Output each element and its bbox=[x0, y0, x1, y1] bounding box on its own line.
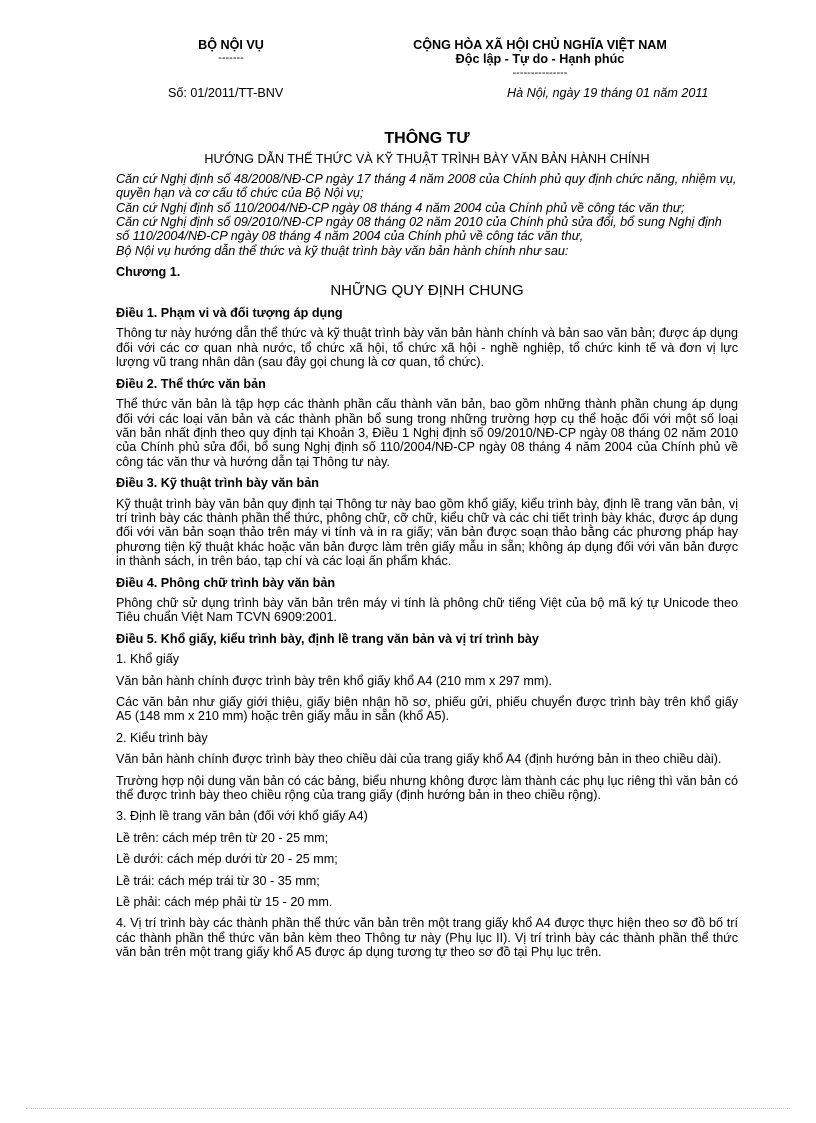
article-1 bbox=[116, 306, 738, 370]
ministry-dashes: ------- bbox=[218, 52, 244, 65]
article-paragraph: Các văn bản như giấy giới thiệu, giấy biên nhận hồ sơ, phiếu gửi, phiếu chuyển được trình bày trên khổ giấy A5 (148 mm x 210 mm) hoặc trên giấy mẫu in sẵn (khổ A5). bbox=[116, 695, 738, 724]
article-4 bbox=[116, 576, 738, 625]
legal-basis-item: Căn cứ Nghị định số 48/2008/NĐ-CP ngày 17 tháng 4 năm 2008 của Chính phủ quy định chức năng, nhiệm vụ, quyền hạn và cơ cấu tổ chức của Bộ Nội vụ; bbox=[116, 171, 737, 201]
legal-basis bbox=[116, 172, 738, 258]
margin-item: Lề dưới: cách mép dưới từ 20 - 25 mm; bbox=[116, 852, 338, 867]
document-date: Hà Nội, ngày 19 tháng 01 năm 2011 bbox=[507, 86, 709, 100]
document-title: THÔNG TƯ bbox=[384, 130, 470, 147]
article-5 bbox=[116, 632, 738, 960]
article-heading: Điều 3. Kỹ thuật trình bày văn bản bbox=[116, 476, 319, 491]
subsection-heading: 3. Định lề trang văn bản (đối với khổ giấy A4) bbox=[116, 809, 368, 824]
subsection-heading: 2. Kiểu trình bày bbox=[116, 730, 208, 745]
ministry-name: BỘ NỘI VỤ bbox=[198, 38, 264, 52]
legal-basis-item: Căn cứ Nghị định số 110/2004/NĐ-CP ngày 08 tháng 4 năm 2004 của Chính phủ về công tác văn thư; bbox=[116, 200, 685, 215]
document-subtitle: HƯỚNG DẪN THỂ THỨC VÀ KỸ THUẬT TRÌNH BÀY VĂN BẢN HÀNH CHÍNH bbox=[204, 152, 650, 167]
article-paragraph: 4. Vị trí trình bày các thành phần thể thức văn bản trên một trang giấy khổ A4 được thực hiện theo sơ đồ bố trí các thành phần thể thức văn bản kèm theo Thông tư này (Phụ lục II). Vị trí trình bày các thành phần thể thức văn bản trên một trang giấy khổ A5 được áp dụng tương tự theo sơ đồ tại Phụ lục trên. bbox=[116, 916, 738, 960]
article-heading: Điều 5. Khổ giấy, kiểu trình bày, định lề trang văn bản và vị trí trình bày bbox=[116, 631, 539, 646]
country-name: CỘNG HÒA XÃ HỘI CHỦ NGHĨA VIỆT NAM bbox=[413, 38, 667, 52]
article-3 bbox=[116, 476, 738, 568]
article-heading: Điều 2. Thể thức văn bản bbox=[116, 376, 266, 391]
national-motto: Độc lập - Tự do - Hạnh phúc bbox=[455, 52, 625, 67]
legal-basis-item: Căn cứ Nghị định số 09/2010/NĐ-CP ngày 08 tháng 02 năm 2010 của Chính phủ sửa đổi, bổ sung Nghị định số 110/2004/NĐ-CP ngày 08 tháng 4 năm 2004 của Chính phủ về công tác văn thư, bbox=[116, 215, 722, 244]
article-2 bbox=[116, 377, 738, 469]
article-paragraph: Trường hợp nội dung văn bản có các bảng, biểu nhưng không được làm thành các phụ lục riêng thì văn bản có thể được trình bày theo chiều rộng của trang giấy (định hướng bản in theo chiều rộng). bbox=[116, 773, 738, 803]
margin-item: Lề trên: cách mép trên từ 20 - 25 mm; bbox=[116, 830, 329, 845]
chapter-title: NHỮNG QUY ĐỊNH CHUNG bbox=[330, 281, 524, 299]
article-heading: Điều 1. Phạm vi và đối tượng áp dụng bbox=[116, 306, 343, 321]
article-heading: Điều 4. Phông chữ trình bày văn bản bbox=[116, 575, 336, 590]
document-page bbox=[116, 34, 738, 967]
subsection-heading: 1. Khổ giấy bbox=[116, 652, 180, 667]
document-header bbox=[116, 34, 738, 100]
article-paragraph: Phông chữ sử dụng trình bày văn bản trên máy vi tính là phông chữ tiếng Việt của bộ mã ký tự Unicode theo Tiêu chuẩn Việt Nam TCVN 6909:2001. bbox=[116, 595, 738, 625]
document-number: Số: 01/2011/TT-BNV bbox=[168, 86, 284, 100]
article-paragraph: Thể thức văn bản là tập hợp các thành phần cấu thành văn bản, bao gồm những thành phần chung áp dụng đối với các loại văn bản và các thành phần bổ sung trong những trường hợp cụ thể hoặc đối với một số loại văn bản nhất định theo quy định tại Khoản 3, Điều 1 Nghị định số 09/2010/NĐ-CP ngày 08 tháng 02 năm 2010 của Chính phủ sửa đổi, bổ sung Nghị định số 110/2004/NĐ-CP ngày 08 tháng 4 năm 2004 của Chính phủ về công tác văn thư và hướng dẫn tại Thông tư này. bbox=[116, 397, 738, 469]
issuing-agency-block bbox=[116, 38, 346, 67]
motto-dashes: --------------- bbox=[512, 66, 568, 79]
margin-item: Lề phải: cách mép phải từ 15 - 20 mm. bbox=[116, 895, 333, 910]
article-paragraph: Văn bản hành chính được trình bày theo chiều dài của trang giấy khổ A4 (định hướng bản in theo chiều dài). bbox=[116, 752, 722, 767]
article-paragraph: Kỹ thuật trình bày văn bản quy định tại Thông tư này bao gồm khổ giấy, kiểu trình bày, định lề trang văn bản, vị trí trình bày các thành phần thể thức, phông chữ, cỡ chữ, kiểu chữ và các chi tiết trình bày khác, được áp dụng đối với văn bản soạn thảo trên máy vi tính và in ra giấy; văn bản được soạn thảo bằng các phương pháp hay phương tiện kỹ thuật khác hoặc văn bản được làm trên giấy mẫu in sẵn; không áp dụng đối với văn bản được in thành sách, in trên báo, tạp chí và các loại ấn phẩm khác. bbox=[116, 496, 738, 569]
article-paragraph: Văn bản hành chính được trình bày trên khổ giấy khổ A4 (210 mm x 297 mm). bbox=[116, 673, 553, 688]
legal-basis-item: Bộ Nội vụ hướng dẫn thể thức và kỹ thuật trình bày văn bản hành chính như sau: bbox=[116, 243, 569, 258]
margin-item: Lề trái: cách mép trái từ 30 - 35 mm; bbox=[116, 873, 320, 888]
national-title-block bbox=[344, 38, 736, 81]
page-bottom-divider bbox=[26, 1108, 790, 1109]
chapter-label: Chương 1. bbox=[116, 265, 181, 280]
article-paragraph: Thông tư này hướng dẫn thể thức và kỹ thuật trình bày văn bản hành chính và bản sao văn bản; được áp dụng đối với các cơ quan nhà nước, tổ chức xã hội, tổ chức xã hội - nghề nghiệp, tổ chức kinh tế và đơn vị lực lượng vũ trang nhân dân (sau đây gọi chung là cơ quan, tổ chức). bbox=[116, 326, 738, 370]
